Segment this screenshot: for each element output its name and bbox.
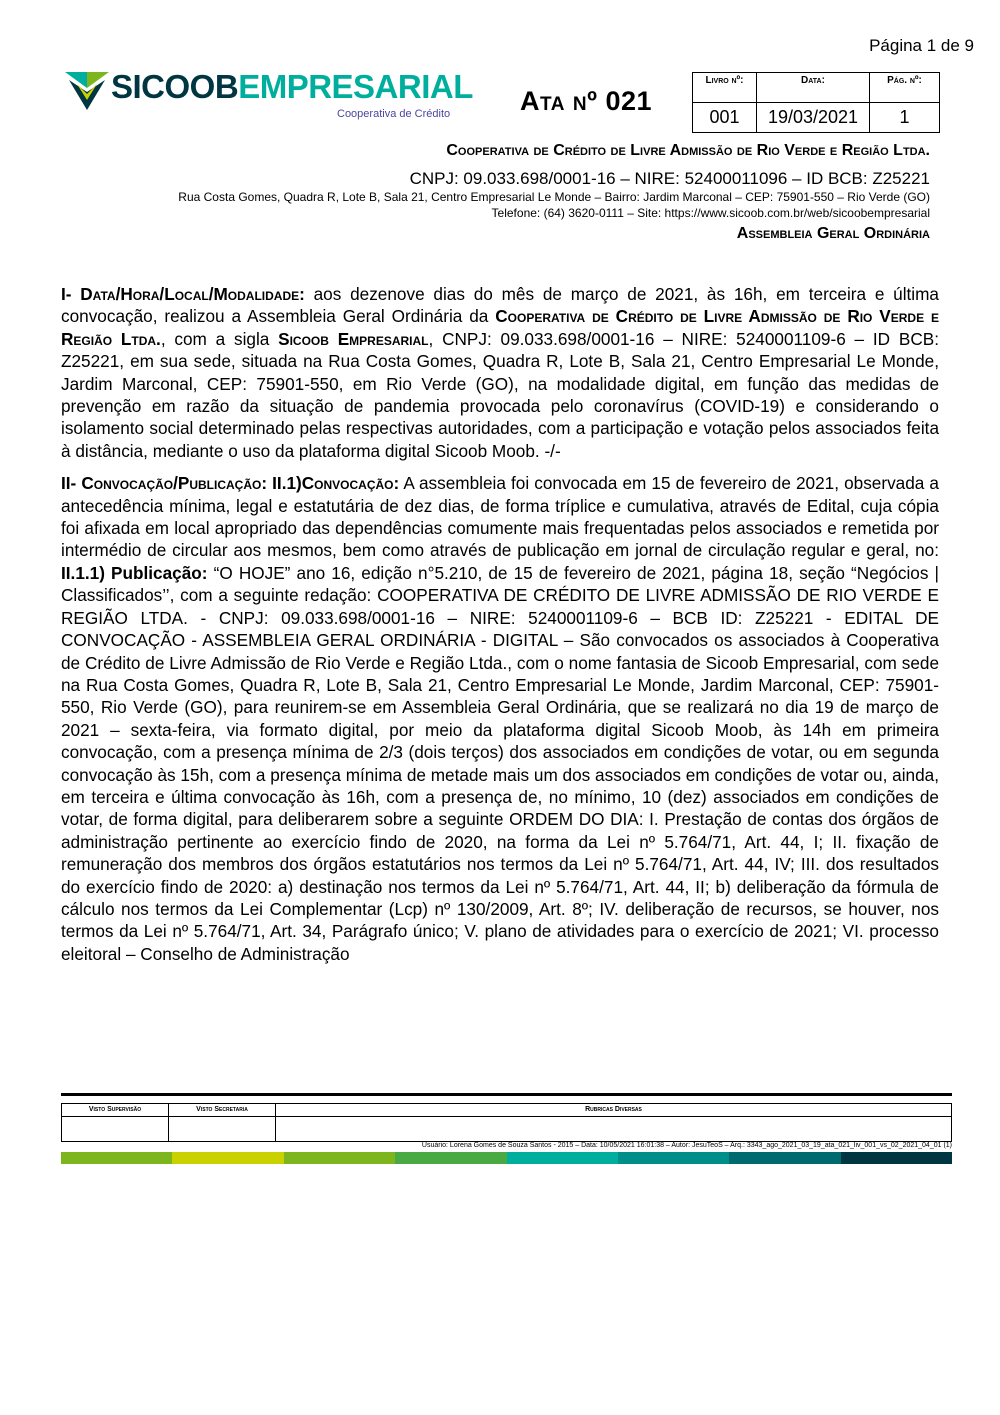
footer-document-metadata: Usuário: Lorena Gomes de Souza Santos - 2015 – Data: 10/05/2021 16:01:38 – Autor: JesuTeoS – Arq.: 3343_ago_2021_03_19_ata_021_liv_001_vs_02_2021_04_01 (1) [421,1142,952,1149]
visto-supervisao-box [62,1117,169,1142]
color-bar-segment [172,1152,283,1164]
rubricas-diversas-box [276,1117,952,1142]
visto-supervisao-label: Visto Supervisão [62,1104,169,1117]
meta-table [692,72,940,133]
phone-line: Telefone: (64) 3620-0111 – Site: https://www.sicoob.com.br/web/sicoobempresarial [491,206,930,220]
visto-secretaria-label: Visto Secretaria [169,1104,276,1117]
paragraph-convocacao-publicacao: II- Convocação/Publicação: II.1)Convocação: A assembleia foi convocada em 15 de fevereiro de 2021, observada a antecedência mínima, legal e estatutária de dez dias, de forma tríplice e cumulativa, através de Edital, cuja cópia foi afixada em local apropriado das dependências comumente mais frequentadas pelos associados e remetida por intermédio de circular aos mesmos, bem como através de publicação em jornal de circulação regular e geral, no: II.1.1) Publicação: “O HOJE” ano 16, edição n°5.210, de 15 de fevereiro de 2021, página 18, seção “Negócios | Classificados’’, com a seguinte redação: COOPERATIVA DE CRÉDITO DE LIVRE ADMISSÃO DE RIO VERDE E REGIÃO LTDA. - CNPJ: 09.033.698/0001-16 – NIRE: 5240001109-6 – BCB ID: Z25221 - EDITAL DE CONVOCAÇÃO - ASSEMBLEIA GERAL ORDINÁRIA - DIGITAL – São convocados os associados à Cooperativa de Crédito de Livre Admissão de Rio Verde e Região Ltda., com o nome fantasia de Sicoob Empresarial, com sede na Rua Costa Gomes, Quadra R, Lote B, Sala 21, Centro Empresarial Le Monde, Jardim Marconal, CEP: 75901-550, Rio Verde (GO), para reunirem-se em Assembleia Geral Ordinária, que se realizará no dia 19 de março de 2021 – sexta-feira, via formato digital, por meio da plataforma digital Sicoob Moob, às 14h em primeira convocação, com a presença mínima de 2/3 (dois terços) dos associados em condições de votar, ou em segunda convocação às 15h, com a presença mínima de metade mais um dos associados em condições de votar ou, ainda, em terceira e última convocação às 16h, com a presença de, no mínimo, 10 (dez) associados em condições de votar, de forma digital, para deliberarem sobre a seguinte ORDEM DO DIA: I. Prestação de contas dos órgãos de administração pertinente ao exercício findo de 2020, na forma da Lei nº 5.764/71, Art. 44, I; II. fixação de remuneração dos membros dos órgãos estatutários nos termos da Lei nº 5.764/71, Art. 44, IV; III. dos resultados do exercício findo de 2020: a) destinação nos termos da Lei nº 5.764/71, Art. 44, II; b) deliberação da fórmula de cálculo nos termos da Lei Complementar (Lcp) nº 130/2009, Art. 8º; IV. deliberação de recursos, se houver, nos termos da Lei nº 5.764/71, Art. 34, Parágrafo único; V. plano de atividades para o exercício de 2021; VI. processo eleitoral – Conselho de Administração [61,473,940,964]
sicoob-chevron-logo-icon [65,72,109,110]
color-bar-segment [395,1152,506,1164]
rubricas-diversas-label: Rubricas Diversas [276,1104,952,1117]
color-bar-segment [841,1152,952,1164]
assembly-title: Assembleia Geral Ordinária [736,225,930,242]
cnpj-line: CNPJ: 09.033.698/0001-16 – NIRE: 52400011096 – ID BCB: Z25221 [409,169,930,188]
coop-name: Cooperativa de Crédito de Livre Admissão de Rio Verde e Região Ltda. [446,142,930,159]
sicoob-logo [65,68,473,130]
pag-label: Pág. nº: [870,73,940,103]
color-bar-segment [284,1152,395,1164]
page-number: Página 1 de 9 [869,36,974,55]
footer-color-bar [61,1152,952,1164]
color-bar-segment [618,1152,729,1164]
address-line: Rua Costa Gomes, Quadra R, Lote B, Sala 21, Centro Empresarial Le Monde – Bairro: Jardim Marconal – CEP: 75901-550 – Rio Verde (GO) [178,190,930,204]
data-label: Data: [757,73,870,103]
color-bar-segment [61,1152,172,1164]
data-value: 19/03/2021 [757,103,870,133]
color-bar-segment [729,1152,840,1164]
pag-value: 1 [870,103,940,133]
minutes-body [61,283,939,975]
livro-label: Livro nº: [693,73,757,103]
logo-wordmark: SICOOBEMPRESARIAL [111,68,473,105]
logo-subtitle: Cooperativa de Crédito [337,108,451,120]
footer-divider [61,1093,952,1096]
ata-title: Ata nº 021 [520,86,653,116]
paragraph-data-hora-local: I- Data/Hora/Local/Modalidade: aos dezenove dias do mês de março de 2021, às 16h, em terceira e última convocação, realizou a Assembleia Geral Ordinária da Cooperativa de Crédito de Livre Admissão de Rio Verde e Região Ltda., com a sigla Sicoob Empresarial, CNPJ: 09.033.698/0001-16 – NIRE: 5240001109-6 – ID BCB: Z25221, em sua sede, situada na Rua Costa Gomes, Quadra R, Lote B, Sala 21, Centro Empresarial Le Monde, Jardim Marconal, CEP: 75901-550, em Rio Verde (GO), na modalidade digital, em função das medidas de prevenção em razão da situação de pandemia provocada pelo coronavírus (COVID-19) e considerando o isolamento social determinado pelas respectivas autoridades, com a participação e votação pelos associados feita à distância, mediante o uso da plataforma digital Sicoob Moob. -/- [61,284,939,461]
color-bar-segment [507,1152,618,1164]
livro-value: 001 [693,103,757,133]
visto-secretaria-box [169,1117,276,1142]
footer-signature-table [61,1103,952,1142]
